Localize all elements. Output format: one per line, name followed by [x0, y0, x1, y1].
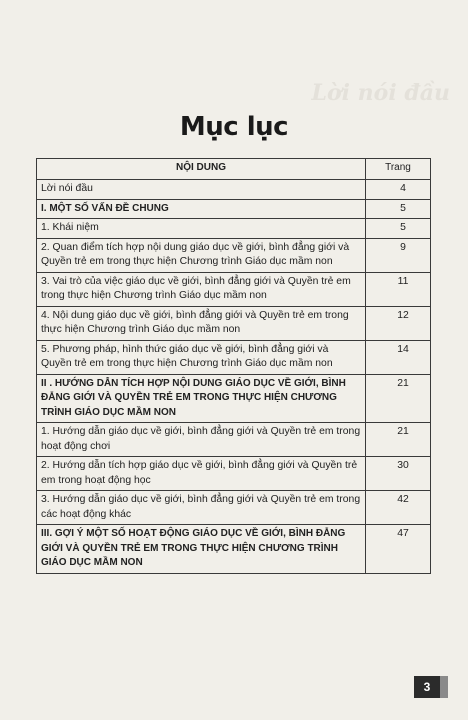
toc-entry-page: 12: [366, 306, 431, 340]
background-heading: Lời nói đầu: [311, 80, 450, 106]
toc-entry-text: 3. Hướng dẫn giáo dục về giới, bình đẳng giới và Quyền trẻ em trong các hoạt động khác: [37, 491, 366, 525]
toc-entry-text: 1. Hướng dẫn giáo dục về giới, bình đẳng giới và Quyền trẻ em trong hoạt động chơi: [37, 423, 366, 457]
toc-entry-text: 5. Phương pháp, hình thức giáo dục về giới, bình đẳng giới và Quyền trẻ em trong thực hiện Chương trình Giáo dục mầm non: [37, 340, 366, 374]
toc-row: [37, 423, 431, 457]
toc-entry-page: 5: [366, 199, 431, 219]
toc-row: [37, 219, 431, 239]
toc-entry-page: 42: [366, 491, 431, 525]
toc-entry-page: 14: [366, 340, 431, 374]
toc-entry-page: 21: [366, 423, 431, 457]
toc-header-page: Trang: [366, 159, 431, 180]
toc-header-content: NỘI DUNG: [37, 159, 366, 180]
toc-header-row: [37, 159, 431, 180]
toc-row: [37, 525, 431, 574]
toc-entry-page: 5: [366, 219, 431, 239]
toc-entry-text: 2. Quan điểm tích hợp nội dung giáo dục về giới, bình đẳng giới và Quyền trẻ em trong thực hiện Chương trình Giáo dục mầm non: [37, 238, 366, 272]
toc-row: [37, 238, 431, 272]
page-number: 3: [414, 676, 440, 698]
toc-entry-text: I. MỘT SỐ VẤN ĐỀ CHUNG: [37, 199, 366, 219]
toc-entry-text: 2. Hướng dẫn tích hợp giáo dục về giới, bình đẳng giới và Quyền trẻ em trong hoạt động học: [37, 457, 366, 491]
toc-entry-text: Lời nói đầu: [37, 180, 366, 200]
toc-row: [37, 491, 431, 525]
toc-entry-text: 3. Vai trò của việc giáo dục về giới, bình đẳng giới và Quyền trẻ em trong thực hiện Chương trình Giáo dục mầm non: [37, 272, 366, 306]
toc-row: [37, 374, 431, 423]
toc-entry-page: 47: [366, 525, 431, 574]
toc-entry-text: II . HƯỚNG DẪN TÍCH HỢP NỘI DUNG GIÁO DỤC VỀ GIỚI, BÌNH ĐẲNG GIỚI VÀ QUYỀN TRẺ EM TRONG THỰC HIỆN CHƯƠNG TRÌNH GIÁO DỤC MẦM NON: [37, 374, 366, 423]
toc-row: [37, 199, 431, 219]
toc-row: [37, 306, 431, 340]
toc-row: [37, 457, 431, 491]
toc-table: [36, 158, 431, 574]
page-title: Mục lục: [179, 112, 289, 142]
toc-row: [37, 340, 431, 374]
toc-entry-page: 21: [366, 374, 431, 423]
toc-row: [37, 180, 431, 200]
toc-entry-page: 9: [366, 238, 431, 272]
toc-entry-page: 30: [366, 457, 431, 491]
toc-entry-page: 4: [366, 180, 431, 200]
page-number-bar: [440, 676, 448, 698]
toc-entry-text: 4. Nội dung giáo dục về giới, bình đẳng giới và Quyền trẻ em trong thực hiện Chương trình Giáo dục mầm non: [37, 306, 366, 340]
toc-entry-text: III. GỢI Ý MỘT SỐ HOẠT ĐỘNG GIÁO DỤC VỀ GIỚI, BÌNH ĐẲNG GIỚI VÀ QUYỀN TRẺ EM TRONG THỰC HIỆN CHƯƠNG TRÌNH GIÁO DỤC MẦM NON: [37, 525, 366, 574]
toc-entry-page: 11: [366, 272, 431, 306]
toc-entry-text: 1. Khái niệm: [37, 219, 366, 239]
toc-row: [37, 272, 431, 306]
